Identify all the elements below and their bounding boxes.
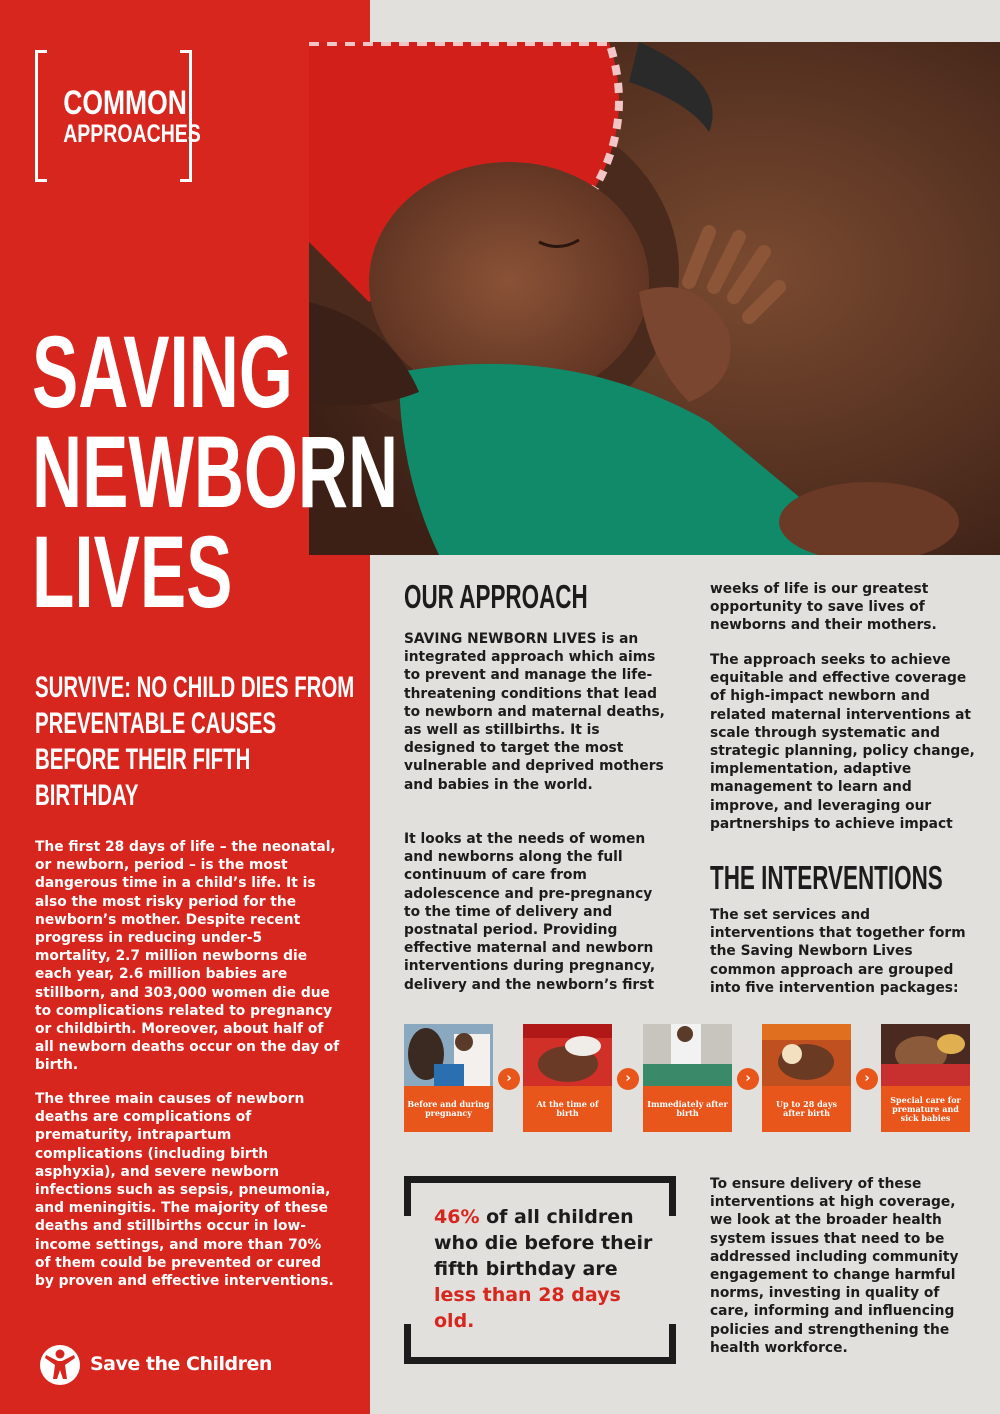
title-line1: SAVING (32, 315, 293, 429)
approach-lead-bold: SAVING NEWBORN LIVES (404, 631, 597, 647)
intervention-packages (404, 1024, 970, 1132)
interventions-heading: THE INTERVENTIONS (710, 859, 943, 896)
save-the-children-icon (38, 1341, 82, 1387)
logo-line2: APPROACHES (63, 120, 201, 148)
step-immediately-after-birth (643, 1024, 732, 1132)
stat-text-main: of all children who die before their fifth birthday are (434, 1206, 653, 1280)
org-name: Save the Children (90, 1353, 272, 1375)
interventions-closing: To ensure delivery of these interventions at high coverage, we look at the broader health system issues that need to be addressed including community engagement to change harmful norms, investing in quality of care, informing and influencing policies and strengthening the health workforce. (710, 1176, 959, 1356)
step-photo (881, 1024, 970, 1086)
common-approaches-logo (35, 50, 201, 182)
stat-text (434, 1204, 664, 1334)
step-before-during-pregnancy (404, 1024, 493, 1132)
step-label: At the time of birth (523, 1086, 612, 1132)
step-label: Special care for premature and sick babies (881, 1086, 970, 1132)
chevron-right-icon: › (617, 1068, 639, 1090)
save-the-children-logo (38, 1340, 272, 1388)
title-line3: LIVES (32, 515, 233, 629)
left-paragraph-1: The first 28 days of life – the neonatal, or newborn, period – is the most dangerous time in a child’s life. It is also the most risky period for the newborn’s mother. Despite recent progress in reducing under-5 mortality, 2.7 million newborns die each year, 2.6 million babies are stillborn, and 303,000 women die due to complications related to pregnancy or childbirth. Moreover, about half of all newborn deaths occur on the day of birth. (35, 839, 340, 1074)
step-photo (762, 1024, 851, 1086)
approach-paragraph-3: weeks of life is our greatest opportunity to save lives of newborns and their mothers. (710, 581, 937, 634)
hero-photo-newborn (309, 42, 1000, 555)
page-title (32, 315, 399, 629)
approach-paragraph-1 (404, 630, 669, 794)
logo-bracket-left (35, 50, 47, 182)
step-label: Immediately after birth (643, 1086, 732, 1132)
step-photo (523, 1024, 612, 1086)
chevron-right-icon: › (856, 1068, 878, 1090)
step-up-to-28-days (762, 1024, 851, 1132)
title-line2: NEWBORN (32, 415, 399, 529)
stat-highlight: less than 28 days old. (434, 1284, 621, 1332)
left-paragraph-2: The three main causes of newborn deaths are complications of prematurity, intrapartum complications (including birth asphyxia), and severe newborn infections such as sepsis, pneumonia, and meningitis. The majority of these deaths and stillbirths occur in low-income settings, and more than 70% of them could be prevented or cured by proven and effective interventions. (35, 1091, 334, 1290)
step-photo (404, 1024, 493, 1086)
stat-callout (404, 1176, 676, 1364)
stat-percent: 46% (434, 1206, 480, 1228)
step-photo (643, 1024, 732, 1086)
step-label: Before and during pregnancy (404, 1086, 493, 1132)
approach-lead-rest: is an integrated approach which aims to prevent and manage the life-threatening conditions that lead to newborn and maternal deaths, as well as stillbirths. It is designed to target the most vulnerable and deprived mothers and babies in the world. (404, 631, 665, 793)
our-approach-heading: OUR APPROACH (404, 578, 588, 615)
step-label: Up to 28 days after birth (762, 1086, 851, 1132)
chevron-right-icon: › (498, 1068, 520, 1090)
interventions-intro: The set services and interventions that together form the Saving Newborn Lives common approach are grouped into five intervention packages: (710, 907, 966, 996)
logo-line1: COMMON (63, 84, 187, 122)
subheading: SURVIVE: NO CHILD DIES FROM PREVENTABLE CAUSES BEFORE THEIR FIFTH BIRTHDAY (35, 671, 355, 812)
chevron-right-icon: › (737, 1068, 759, 1090)
step-special-care (881, 1024, 970, 1132)
approach-paragraph-2: It looks at the needs of women and newborns along the full continuum of care from adolescence and pre-pregnancy to the time of delivery and postnatal period. Providing effective maternal and newborn interventions during pregnancy, delivery and the newborn’s first (404, 831, 656, 993)
step-time-of-birth (523, 1024, 612, 1132)
approach-paragraph-4: The approach seeks to achieve equitable and effective coverage of high-impact newborn and related maternal interventions at scale through systematic and strategic planning, policy change, implementation, adaptive management to learn and improve, and leveraging our partnerships to achieve impact (710, 652, 975, 832)
